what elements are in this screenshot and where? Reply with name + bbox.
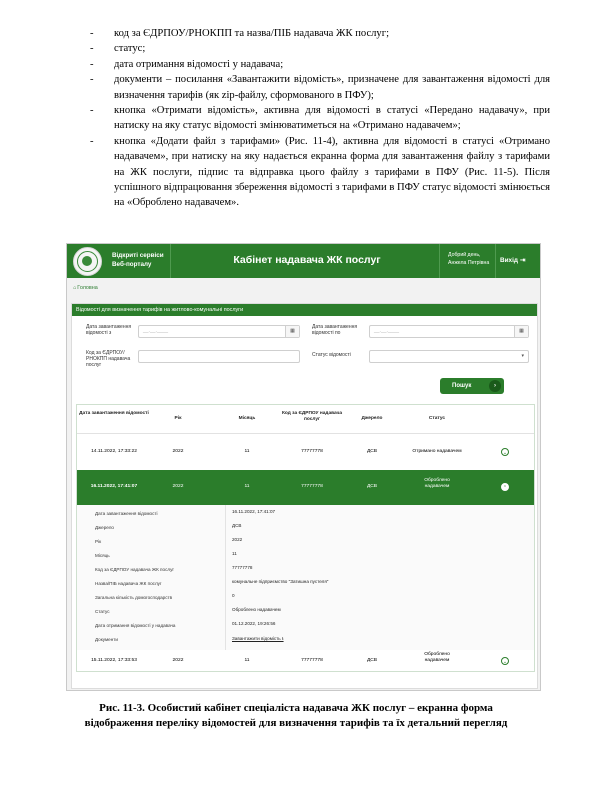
column-header[interactable]: Джерело	[361, 416, 383, 421]
column-header[interactable]: Місяць	[238, 416, 256, 421]
brand-line-1: Відкриті сервіси	[112, 252, 164, 259]
chevron-down-icon: ▾	[521, 353, 524, 359]
logout-label: Вихід	[500, 257, 518, 264]
search-label: Пошук	[452, 383, 472, 389]
detail-value: Оброблено надавачем	[232, 607, 281, 612]
greeting-text: Добрий день,	[448, 252, 481, 258]
detail-label: Код за ЄДРПОУ надавача ЖК послуг	[95, 567, 175, 572]
row-detail	[77, 505, 534, 651]
app-screenshot	[66, 243, 541, 691]
detail-value: ДСВ	[232, 523, 242, 528]
bullet-marker: -	[90, 105, 94, 117]
cell-year: 2022	[172, 658, 184, 663]
home-icon: ⌂	[73, 285, 77, 291]
detail-value: 01.12.2022, 19:26:56	[232, 621, 276, 626]
bullet-text: документи – посилання «Завантажити відомість», призначене для завантаження відомості для визначення тарифів (як zip-файлу, сформованого в ПФУ);	[114, 74, 550, 101]
bullet-item	[90, 57, 550, 72]
bullet-text: дата отримання відомості у надавача;	[114, 58, 284, 70]
caption-line-1: Рис. 11-3. Особистий кабінет спеціаліста надавача ЖК послуг – екранна форма	[99, 702, 493, 714]
breadcrumb[interactable]	[73, 285, 98, 291]
detail-label: Місяць	[95, 553, 110, 558]
detail-value: 16.11.2022, 17:41:07	[232, 509, 276, 514]
code-input[interactable]	[138, 350, 300, 363]
bullet-marker: -	[90, 28, 94, 39]
detail-label: Загальна кількість домогосподарств	[95, 595, 173, 600]
cell-source: ДСВ	[366, 449, 378, 454]
user-name: Анжела Петрівна	[448, 260, 490, 266]
table-row[interactable]	[77, 650, 534, 671]
bullet-text: кнопка «Додати файл з тарифами» (Рис. 11-4), активна для відомості в статусі «Отримано надавачем», при натиску на яку надається екранна форма для завантаження файлу з тарифами на ЖК послуги, підпис та відправка цього файлу з тарифами в ПФУ (Рис. 11-5). Після успішного відпрацювання збереження відомості з тарифами в ПФУ статус відомості змінюється на «Оброблено надавачем».	[114, 135, 550, 209]
detail-label: Статус	[95, 609, 110, 614]
table-header	[77, 405, 534, 434]
detail-label: Назва/ПІБ надавача ЖК послуг	[95, 581, 162, 586]
caption-line-2: відображення переліку відомостей для визначення тарифів та їх детальний перегляд	[84, 717, 508, 729]
bullet-item	[90, 41, 550, 56]
calendar-icon[interactable]: ▦	[514, 326, 528, 337]
search-button[interactable]	[440, 378, 504, 394]
download-statement-link[interactable]: Завантажити відомість ⭳	[232, 636, 284, 641]
bullet-item	[90, 103, 550, 134]
page-title: Кабінет надавача ЖК послуг	[233, 254, 381, 266]
collapse-chevron-icon[interactable]: ⌃	[502, 485, 508, 491]
cell-source: ДСВ	[366, 658, 378, 663]
statements-panel	[71, 303, 538, 689]
detail-value: 0	[232, 593, 235, 598]
date-to-placeholder: __.__.____	[374, 328, 400, 334]
cell-source: ДСВ	[366, 484, 378, 489]
detail-divider	[225, 505, 226, 650]
detail-value: 77777778	[232, 565, 253, 570]
header-divider	[495, 244, 496, 278]
bullet-list	[90, 26, 550, 211]
figure-caption	[40, 701, 552, 731]
app-header	[67, 244, 540, 278]
cell-code: 77777778	[301, 484, 323, 489]
detail-label: Документи	[95, 637, 118, 642]
expand-chevron-icon[interactable]: ⌄	[502, 450, 508, 456]
column-header[interactable]: Статус	[428, 416, 446, 421]
column-header[interactable]: Дата завантаження відомості	[79, 411, 149, 416]
logout-icon: ⇥	[519, 257, 526, 264]
logout-button[interactable]	[500, 256, 525, 264]
bullet-marker: -	[90, 135, 94, 147]
bullet-marker: -	[90, 43, 94, 55]
detail-label: Дата завантаження відомості	[95, 511, 158, 516]
cell-year: 2022	[172, 484, 184, 489]
column-header[interactable]: Код за ЄДРПОУ надавача послуг	[281, 411, 343, 423]
column-header[interactable]: Рік	[174, 416, 182, 421]
arrow-right-icon: ›	[489, 380, 501, 392]
cell-code: 77777778	[301, 658, 323, 663]
bullet-text: код за ЄДРПОУ/РНОКПП та назва/ПІБ надавача ЖК послуг;	[114, 28, 390, 39]
bullet-marker: -	[90, 58, 94, 70]
header-divider	[170, 244, 171, 278]
cell-status: Оброблено надавачем	[424, 478, 450, 490]
bullet-marker: -	[90, 74, 94, 86]
code-label: Код за ЄДРПОУ/ РНОКПП надавача послуг	[86, 350, 131, 368]
bullet-text: кнопка «Отримати відомість», активна для відомості в статусі «Передано надавачу», при натиску на яку статус відомості змінюватиметься на «Отримано надавачем»;	[114, 105, 550, 132]
cell-month: 11	[244, 484, 250, 489]
breadcrumb-home[interactable]: Головна	[77, 285, 98, 291]
cell-status: Оброблено надавачем	[424, 652, 450, 664]
date-from-label: Дата завантаження відомості з	[86, 324, 132, 336]
detail-value: 11	[232, 551, 237, 556]
cell-date: 14.11.2022, 17:33:22	[91, 449, 137, 454]
bullet-item	[90, 134, 550, 211]
cell-code: 77777778	[301, 449, 323, 454]
cell-year: 2022	[172, 449, 184, 454]
bullet-text: статус;	[114, 43, 146, 55]
expand-chevron-icon[interactable]: ⌄	[502, 659, 508, 665]
table-row-expanded[interactable]	[77, 470, 534, 506]
date-to-label: Дата завантаження відомості по	[312, 324, 358, 336]
detail-value: комунальне підприємство "Затишна пустеля"	[232, 579, 329, 584]
panel-title: Відомості для визначення тарифів на житлово-комунальні послуги	[72, 304, 537, 316]
calendar-icon[interactable]: ▦	[285, 326, 299, 337]
statements-table	[76, 404, 535, 672]
detail-label: Рік	[95, 539, 102, 544]
header-divider	[439, 244, 440, 278]
cell-date: 16.11.2022, 17:41:07	[90, 484, 138, 489]
date-from-input[interactable]	[138, 325, 300, 338]
cell-month: 11	[244, 449, 250, 454]
table-row[interactable]	[77, 434, 534, 471]
detail-label: Джерело	[95, 525, 114, 530]
detail-value: 2022	[232, 537, 243, 542]
cell-month: 11	[244, 658, 250, 663]
bullet-item	[90, 72, 550, 103]
detail-label: Дата отримання відомості у надавача	[95, 623, 176, 628]
cell-status: Отримано надавачем	[412, 449, 462, 454]
brand-line-2: Веб-порталу	[112, 261, 152, 268]
status-label: Статус відомості	[312, 352, 351, 358]
status-select[interactable]	[369, 350, 529, 363]
logo-icon[interactable]	[73, 247, 102, 276]
bullet-item	[90, 26, 550, 41]
date-to-input[interactable]	[369, 325, 529, 338]
cell-date: 15.11.2022, 17:33:53	[91, 658, 137, 663]
date-from-placeholder: __.__.____	[143, 328, 169, 334]
